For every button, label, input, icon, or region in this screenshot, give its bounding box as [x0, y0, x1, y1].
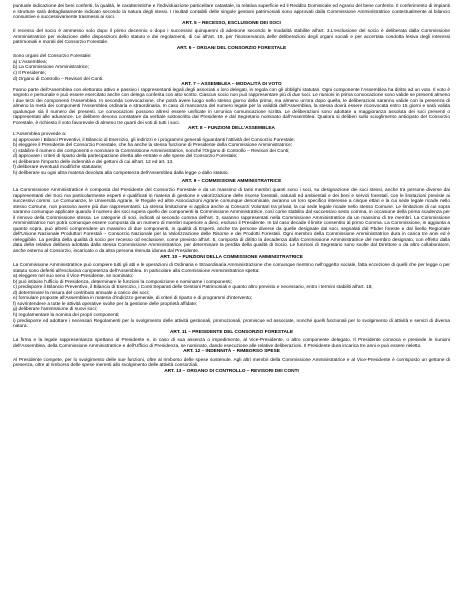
list-item: d) Organo di Controllo – Revisori dei Conti. — [13, 76, 104, 82]
list-item: b) può istituire l'ufficio di Presidenza, determinare le funzioni la composizione e nominarne i componenti; — [13, 279, 232, 285]
article-heading: ART. 5 – RECESSO, ESCLUSIONE DEI SOCI — [182, 20, 281, 26]
list-item: e) deliberare l'importo delle indennità e dei gettoni di cui all'art. 12 ed art. 13. — [13, 159, 174, 165]
body-paragraph: Al Presidente compete, per lo svolgimento delle sue funzioni, oltre al rimborso delle spese sostenute. Agli altri membri della Commissione Amministratrice e al Vice-Presidente è corrisposto un gettone di presenza, oltre al rimborso delle spese inerenti allo svolgimento delle attività consorziali. — [13, 357, 450, 369]
list-item: e) formulare proposte all'Assemblea in materia d'indirizzo generale, di criteri di riparto e di programmi d'intervento; — [13, 296, 253, 302]
body-paragraph: Fanno parte dell'Assemblea con elettorato attivo e passivo i rappresentanti legali degli associati o loro delegati, in regola con gli obblighi statutari. Ogni componente l'Assemblea ha diritto ad un voto. Il voto è segreto e personale e può essere esercitato anche con delega conferita con atto scritto. Ciascun socio non può rappresentare più di due soci. Le riunioni in prima convocazione sono valide se presenti almeno i due terzi dei componenti l'Assemblea. In seconda convocazione, che potrà avere luogo nello stesso giorno della prima, ma almeno un'ora dopo quella, le deliberazioni saranno valide con la presenza di almeno la metà dei componenti l'Assemblea ordinaria e straordinaria. In caso di mancanza del numero legale per la validità dell'Assemblea, la stessa dovrà essere riconvocata entro 15 giorni e sarà valida qualunque sia il numero dei presenti. Le convocazioni possono altresì essere unificate in un'unica comunicazione scritta. Le deliberazioni sono adottate a maggioranza assoluta dei soci presenti o rappresentati alle adunanze. Le delibere devono constatare da verbale sottoscritto dal Presidente e dal Segretario nominato dall'Assemblea. Qualora si deliberi sullo scioglimento anticipato del Consorzio Forestale, è richiesto il voto favorevole di almeno tre quarti dei voti di tutti i soci. — [13, 87, 450, 126]
body-paragraph: La Commissione Amministratrice è composta dal Presidente del Consorzio Forestale e da un massimo di tanti membri quanti sono i soci, su designazione dei soci stessi, anche tra persone diverse dai rappresentanti dei Soci ma particolarmente esperti e qualificati in materia di gestione e valorizzazione delle risorse forestali, naturali ed ambientali e dei beni e servizi forestali, con le limitazioni previste ai successivi commi. Le Comunanze, le Università Agrarie, le Regole ed altre Associazioni Agrarie comunque denominate, avranno un loro specifico interesse a cinque ettari e la cui sede legale ricade nello stesso Comune, non possono avere più due rappresentanti. La stessa limitazione si applica anche ai Consorzi Volontari tra privati, la cui sede legale ricade nello stesso Comune. Le limitazioni di cui sopra saranno comunque applicate quando il numero dei soci supera quello dei componenti la Commissione Amministratrice, così come stabilito dal successivo sesto comma, in occasione della prima scadenza per il rinnovo della Commissione stessa. Le categorie di soci, indicati al secondo comma dell'art. 3, saranno rappresentati nella Commissione Amministratrice da un massimo di tre membri. La Commissione Amministratrice non potrà comunque essere composta da un numero di membri superiore a dieci, escluso il Presidente. In tal caso decade il limite consentito al primo Comma. La Commissione, in aggiunta a quanto sopra, può altresì comprendere un massimo di due componenti, in qualità di Esperti, anche tra persone diverse da quelle designate dai soci, segnalati dal Pbder foreste e dal livello Regionale dell'Unione Nazionale Produttori Forestali – Consorzio Nazionale per la Valorizzazione delle Risorse e dei Prodotti Forestali. Ogni membro della Commissione Amministratrice dura in carica tre anni ed è rieleggibile. La perdita della qualità di socio per recesso od esclusione, come previsto all'art. 5, comporta di diritto la decadenza dalla Commissione Amministratrice del membro designato, con effetto dalla data della relativa delibera adottata dalla stessa Commissione Amministratrice, per determinare la perdita della qualità di Socio. Le funzioni di Segretario sono svolte dal Direttore o da altro collaboratore, anche esterno al Consorzio, incaricato o da altra persona ritenuta idonea dal Presidente. — [13, 187, 450, 254]
article-heading: ART. 10 – FUNZIONI DELLA COMMISSIONE AMMINISTRATRICE — [160, 254, 303, 260]
article-heading: ART. 7 – ASSEMBLEA – MODALITÀ DI VOTO — [181, 82, 282, 88]
list-item: d) approvare i criteri di riparto della partecipazione diretta alle entrate e alle spese del Consorzio Forestale; — [13, 154, 238, 160]
body-paragraph: La firma e la legale rappresentanza spettano al Presidente e, in caso di sua assenza o impedimento, al Vice-Presidente, o altro componente delegato. Il Presidente convoca e presiede le riunioni dell'Assemblea, della Commissione Amministratrice e dell'Ufficio di Presidenza, se nominato, dando esecuzione alle relative deliberazioni. Il Presidente dura incarica tre anni e può essere rieletto. — [13, 338, 450, 349]
body-paragraph: La Commissione Amministratrice può compiere tutti gli atti e le operazioni di Ordinaria e Straordinaria Amministrazione che comunque rientrino nell'oggetto sociale, fatta eccezione di quelli che per legge o per statuto sono deferiti all'esclusiva competenza dell'Assemblea. In particolare alla Commissione Amministratrice spetta: — [13, 263, 450, 274]
list-item: a) eleggere nel suo seno il Vice-Presidente, se nominato; — [13, 274, 134, 280]
list-item: c) Il Presidente; — [13, 71, 46, 77]
body-paragraph: puntuale indicazione dei beni conferiti, la qualità, le caratteristiche e l'individuazione particellare catastale, la relativa superficie ed il Reddito Dominicale ed Agrario del bene conferito. Il conferimento di impianti e strutture sarà dettagliatamente indicato secondo la natura degli stessi. I risultati contabili delle singole gestioni patrimoniali sono approvati dalla Commissione Amministratrice contestualmente al bilancio consuntive e successivamente trasmessi ai soci. — [13, 4, 450, 21]
list-item: c) stabilire il numero dei componenti e nominare la Commissione Amministratrice, nonché l'Organo di Controllo – Revisori dei Conti; — [13, 148, 290, 154]
article-heading: ART. 12 – INDENNITÀ – RIMBORSO SPESE — [183, 349, 280, 355]
list-item: b) La Commissione Amministratrice; — [13, 65, 90, 71]
list-item: f) deliberare eventuali modifiche statutarie; — [13, 165, 103, 171]
list-item: g) deliberare l'ammissione di nuovi soci; — [13, 307, 98, 313]
list-item: d) determinare la misura del contributo annuale a carico dei soci; — [13, 290, 150, 296]
article-heading: ART. 11 – PRESIDENTE DEL CONSORZIO FORESTALE — [169, 329, 294, 335]
list-item: f) sovrintendere a tutte le attività operative svolte per la gestione delle proprietà affidate; — [13, 301, 198, 307]
list-item: Sono organi del Consorzio Forestale: — [13, 54, 92, 60]
list-item: a) approvare i Bilanci Preventivi, il Bilancio di Esercizio, gli indirizzi e i programmi generali riguardanti l'attività del Consorzio Forestale; — [13, 137, 295, 143]
list-item: h) deliberare su ogni altra materia devoluta alla competenza dell'Assemblea dalla legge o dallo statuto. — [13, 170, 229, 176]
list-item: L'Assemblea provvede a: — [13, 132, 67, 138]
article-heading: ART. 9 – COMMISSIONE AMMINISTRATRICE — [181, 179, 282, 185]
list-item: c) predisporre il Bilancio Preventivo, il Bilancio di Esercizio, i Conti Separati delle Gestioni Patrimoniali e quanto altro previsto e necessario, entro i termini stabiliti all'art. 18; — [13, 285, 373, 291]
body-paragraph: Il recesso del socio è ammesso solo dopo il primo decennio o dopo i successivi quinquenni di adesione secondo le modalità stabilite all'art. 3.L'esclusione del socio è deliberata dalla Commissione Amministratrice per violazione delle disposizioni dello statuto e dei regolamenti, di cui all'art. 19, per l'inosservanza delle deliberazioni degli organi sociali e per accertata condotta lesiva degli interessi patrimoniali e morali del Consorzio Forestale. — [13, 29, 450, 46]
list-item: a) L'Assemblea; — [13, 59, 47, 65]
article-heading: ART. 8 – FUNZIONI DELL'ASSEMBLEA — [188, 126, 275, 132]
list-item: b) eleggere il Presidente del Consorzio Forestale, che ha anche la stessa funzione di Presidente della Commissione Amministratrice; — [13, 143, 293, 149]
article-heading: ART. 6 – ORGANI DEL CONSORZIO FORESTALE — [176, 45, 287, 51]
article-heading: ART. 13 – ORGANO DI CONTROLLO – REVISORI DEI CONTI — [164, 368, 299, 374]
body-paragraph: i) predisporre ed adottare i necessari Regolamenti per lo svolgimento delle attività gestionali, promozionali, promiscue ed associate, nonché quelli funzionali per lo svolgimento di attività e servizi di diversa natura. — [13, 318, 450, 330]
list-item: h) regolamentare la nomina dei propri componenti; — [13, 312, 120, 318]
